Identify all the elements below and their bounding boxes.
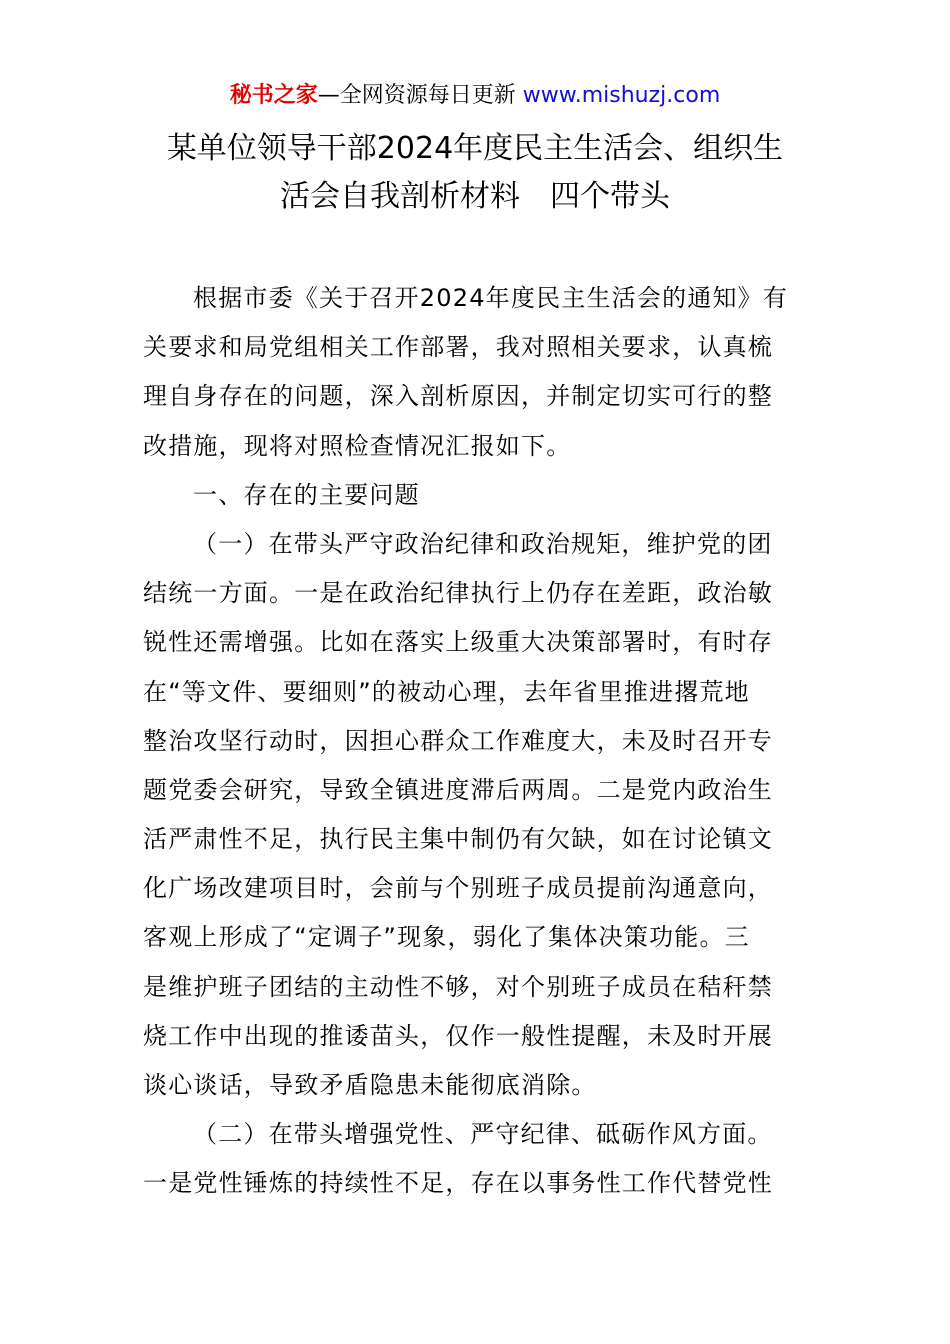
body-line: 理自身存在的问题，深入剖析原因，并制定切实可行的整 xyxy=(143,382,773,411)
body-line: 活严肃性不足，执行民主集中制仍有欠缺，如在讨论镇文 xyxy=(143,825,773,854)
header-tagline: —全网资源每日更新 xyxy=(317,83,516,108)
body-line: 在“等文件、要细则”的被动心理，去年省里推进撂荒地 xyxy=(143,677,750,706)
title-line-1: 某单位领导干部2024年度民主生活会、组织生 xyxy=(166,131,784,166)
body-line: 烧工作中出现的推诿苗头，仅作一般性提醒，未及时开展 xyxy=(143,1021,773,1050)
site-link[interactable]: www.mishuzj.com xyxy=(522,83,721,108)
body-line: 化广场改建项目时，会前与个别班子成员提前沟通意向， xyxy=(143,874,773,903)
body-line: 客观上形成了“定调子”现象，弱化了集体决策功能。三 xyxy=(143,923,750,952)
body-line: 根据市委《关于召开2024年度民主生活会的通知》有 xyxy=(193,284,789,312)
brand-name: 秘书之家 xyxy=(229,83,318,108)
body-line: 题党委会研究，导致全镇进度滞后两周。二是党内政治生 xyxy=(143,775,773,804)
title-line-2: 活会自我剖析材料 四个带头 xyxy=(280,179,670,214)
body-line: 锐性还需增强。比如在落实上级重大决策部署时，有时存 xyxy=(143,628,773,657)
document-body xyxy=(143,274,807,1209)
body-line: 是维护班子团结的主动性不够，对个别班子成员在秸秆禁 xyxy=(143,972,773,1001)
body-line: 谈心谈话，导致矛盾隐患未能彻底消除。 xyxy=(143,1071,597,1099)
body-line: 改措施，现将对照检查情况汇报如下。 xyxy=(143,431,572,460)
body-line: 整治攻坚行动时，因担心群众工作难度大，未及时召开专 xyxy=(143,726,773,755)
body-line: （一）在带头严守政治纪律和政治规矩，维护党的团 xyxy=(193,529,773,558)
body-line: （二）在带头增强党性、严守纪律、砥砺作风方面。 xyxy=(193,1120,773,1149)
body-line: 一是党性锤炼的持续性不足，存在以事务性工作代替党性 xyxy=(143,1169,773,1198)
body-line: 关要求和局党组相关工作部署，我对照相关要求，认真梳 xyxy=(143,333,773,362)
section-heading: 一、存在的主要问题 xyxy=(193,480,420,509)
body-line: 结统一方面。一是在政治纪律执行上仍存在差距，政治敏 xyxy=(143,579,773,608)
site-header xyxy=(0,80,950,112)
document-title xyxy=(0,125,950,221)
